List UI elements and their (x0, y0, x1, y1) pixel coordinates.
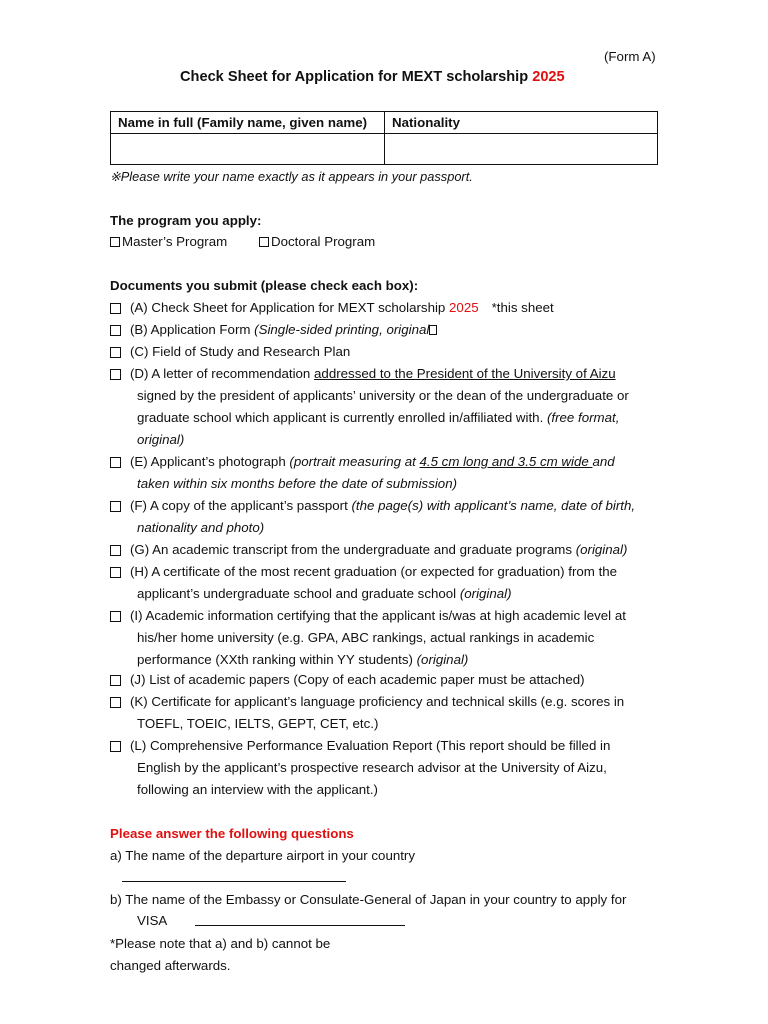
doc-h-checkbox[interactable] (110, 567, 121, 578)
doc-l-cont1: English by the applicant’s prospective research advisor at the University of Aizu, (137, 760, 607, 775)
doc-l-checkbox[interactable] (110, 741, 121, 752)
doc-c-text: (C) Field of Study and Research Plan (130, 344, 351, 359)
doc-i-cont1: his/her home university (e.g. GPA, ABC rankings, actual rankings in academic (137, 630, 595, 645)
doc-k-checkbox[interactable] (110, 697, 121, 708)
doc-c-checkbox[interactable] (110, 347, 121, 358)
doc-d-cont2-b: (free format, (546, 410, 620, 425)
doc-d-cont2 (137, 410, 619, 425)
doc-b-text: (B) Application Form (130, 322, 255, 337)
doc-a-checkbox[interactable] (110, 303, 121, 314)
doc-j-checkbox[interactable] (110, 675, 121, 686)
doc-i-cont2 (137, 652, 468, 667)
title-main: Check Sheet for Application for MEXT scholarship (180, 69, 533, 85)
doc-k-cont1: TOEFL, TOEIC, IELTS, GEPT, CET, etc.) (137, 716, 379, 731)
doc-h-cont1-a: applicant’s undergraduate school and graduate school (137, 586, 460, 601)
questions-heading: Please answer the following questions (110, 826, 354, 841)
doc-d-text: (D) A letter of recommendation (130, 366, 315, 381)
note-line1: *Please note that a) and b) cannot be (110, 936, 331, 951)
doc-e-text: (E) Applicant’s photograph (130, 454, 290, 469)
doc-a-year: 2025 (449, 300, 479, 315)
doc-l-text: (L) Comprehensive Performance Evaluation Report (This report should be filled in (130, 738, 611, 753)
doc-i-cont2-b: (original) (416, 652, 469, 667)
masters-label: Master’s Program (122, 234, 228, 249)
masters-option[interactable] (110, 234, 227, 249)
form-label: (Form A) (604, 49, 656, 64)
name-header: Name in full (Family name, given name) (111, 112, 385, 134)
name-field[interactable] (111, 134, 385, 165)
doc-e-underline: 4.5 cm long and 3.5 cm wide (419, 454, 593, 469)
question-b: b) The name of the Embassy or Consulate-General of Japan in your country to apply for (110, 892, 627, 907)
doc-e-italic2: and (592, 454, 615, 469)
doc-f-italic: (the page(s) with applicant’s name, date of birth, (351, 498, 636, 513)
applicant-info-table (110, 111, 658, 165)
doc-f-item (130, 498, 635, 513)
doc-i-cont2-a: performance (XXth ranking within YY students) (137, 652, 417, 667)
doc-d-item (130, 366, 616, 381)
doc-d-cont1: signed by the president of applicants’ university or the dean of the undergraduate or (137, 388, 629, 403)
doc-i-text: (I) Academic information certifying that the applicant is/was at high academic level at (130, 608, 626, 623)
airport-answer-line[interactable] (122, 881, 346, 882)
doc-e-checkbox[interactable] (110, 457, 121, 468)
doc-b-item (130, 322, 437, 337)
doc-l-cont2: following an interview with the applicant.) (137, 782, 378, 797)
doc-d-cont3: original) (137, 432, 185, 447)
doc-g-checkbox[interactable] (110, 545, 121, 556)
nationality-field[interactable] (385, 134, 658, 165)
doc-g-item (130, 542, 627, 557)
doc-e-cont1: taken within six months before the date of submission) (137, 476, 458, 491)
doc-i-checkbox[interactable] (110, 611, 121, 622)
doc-h-cont1 (137, 586, 512, 601)
page-title (180, 69, 565, 85)
doc-b-checkbox[interactable] (110, 325, 121, 336)
program-heading: The program you apply: (110, 213, 262, 228)
nationality-header: Nationality (385, 112, 658, 134)
doc-f-checkbox[interactable] (110, 501, 121, 512)
doc-g-italic: (original) (575, 542, 628, 557)
missing-glyph-icon (429, 325, 437, 335)
doc-a-item (130, 300, 554, 315)
doc-d-cont2-a: graduate school which applicant is currently enrolled in/affiliated with. (137, 410, 547, 425)
doc-j-text: (J) List of academic papers (Copy of each academic paper must be attached) (130, 672, 585, 687)
doctoral-label: Doctoral Program (271, 234, 376, 249)
doc-b-italic: (Single-sided printing, original (254, 322, 430, 337)
documents-heading: Documents you submit (please check each box): (110, 278, 419, 293)
question-a: a) The name of the departure airport in your country (110, 848, 416, 863)
doc-f-text: (F) A copy of the applicant’s passport (130, 498, 352, 513)
doc-e-item (130, 454, 615, 469)
embassy-answer-line[interactable] (195, 925, 405, 926)
doc-h-cont1-b: (original) (459, 586, 512, 601)
doc-e-italic1: (portrait measuring at (289, 454, 420, 469)
doc-g-text: (G) An academic transcript from the undergraduate and graduate programs (130, 542, 576, 557)
doc-d-underline: addressed to the President of the University of Aizu (314, 366, 616, 381)
doc-f-cont1: nationality and photo) (137, 520, 265, 535)
note-line2: changed afterwards. (110, 958, 231, 973)
doc-a-tail: *this sheet (491, 300, 554, 315)
doc-a-text: (A) Check Sheet for Application for MEXT scholarship (130, 300, 450, 315)
passport-note: ※Please write your name exactly as it appears in your passport. (110, 169, 473, 184)
doc-k-text: (K) Certificate for applicant’s language proficiency and technical skills (e.g. scores in (130, 694, 625, 709)
title-year: 2025 (532, 69, 565, 85)
question-b-visa: VISA (137, 913, 168, 928)
doc-d-checkbox[interactable] (110, 369, 121, 380)
doc-h-text: (H) A certificate of the most recent graduation (or expected for graduation) from the (130, 564, 618, 579)
masters-checkbox[interactable] (110, 237, 120, 247)
doctoral-option[interactable] (259, 234, 375, 249)
doctoral-checkbox[interactable] (259, 237, 269, 247)
